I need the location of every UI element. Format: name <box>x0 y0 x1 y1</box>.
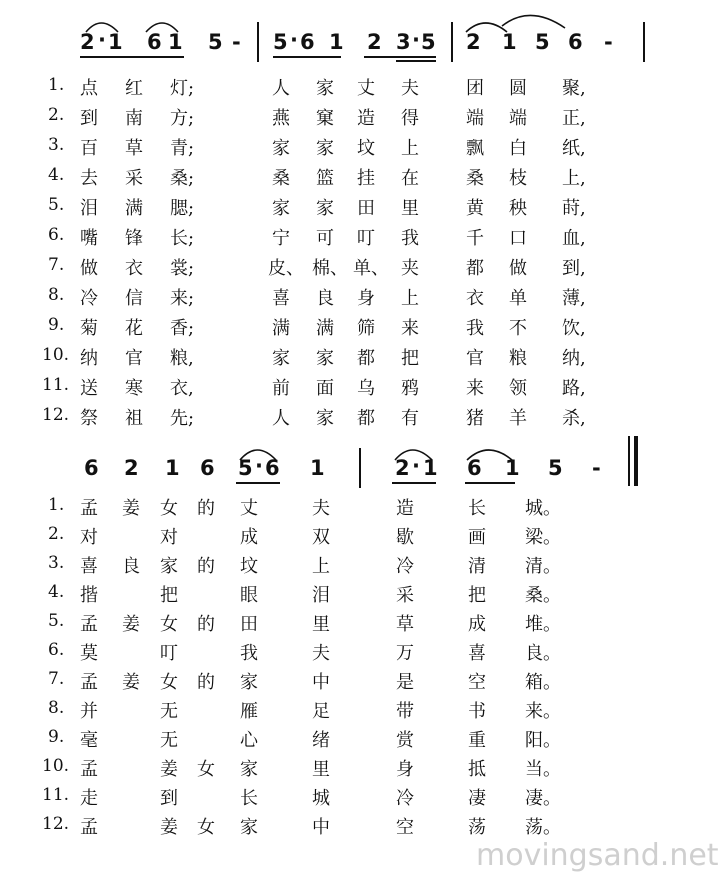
lyric-char: 夫 <box>401 78 419 99</box>
lyric-char: 家 <box>316 348 334 369</box>
lyric-char: 荡。 <box>525 817 561 838</box>
lyric-char: 当。 <box>525 759 561 780</box>
dot-mark: · <box>290 28 298 52</box>
note: 2 <box>395 456 410 480</box>
lyric-char: 家 <box>316 408 334 429</box>
lyric-char: 冷 <box>80 288 98 309</box>
verse-number: 11. <box>42 785 70 805</box>
lyric-char: 草 <box>125 138 143 159</box>
verse-number: 6. <box>48 225 65 245</box>
lyric-char: 去 <box>80 168 98 189</box>
lyric-char: 田 <box>240 614 258 635</box>
note: 6 <box>147 30 162 54</box>
verse-number: 2. <box>48 105 65 125</box>
lyric-char: 泪 <box>80 198 98 219</box>
lyric-char: 送 <box>80 378 98 399</box>
note: 2 <box>124 456 139 480</box>
dot-mark: · <box>412 454 420 478</box>
lyric-char: 我 <box>240 643 258 664</box>
lyric-char: 对 <box>80 527 98 548</box>
lyric-char: 都 <box>466 258 484 279</box>
lyric-char: 我 <box>466 318 484 339</box>
lyric-char: 女 <box>197 817 215 838</box>
lyric-char: 抵 <box>468 759 486 780</box>
lyric-char: 夫 <box>312 498 330 519</box>
lyric-char: 做 <box>509 258 527 279</box>
note: 5 <box>421 30 436 54</box>
lyric-char: 堆。 <box>525 614 561 635</box>
lyric-char: 裳; <box>170 258 195 279</box>
final-barline-thick <box>634 436 638 486</box>
lyric-char: 来 <box>401 318 419 339</box>
lyric-char: 祭 <box>80 408 98 429</box>
lyric-char: 女 <box>197 759 215 780</box>
verse-number: 4. <box>48 582 65 602</box>
verse-number: 11. <box>42 375 70 395</box>
lyric-char: 白 <box>509 138 527 159</box>
lyric-char: 纳, <box>562 348 586 369</box>
lyric-char: 采 <box>125 168 143 189</box>
note: 1 <box>108 30 123 54</box>
lyric-char: 上 <box>401 138 419 159</box>
lyric-char: 长 <box>468 498 486 519</box>
lyric-char: 长; <box>170 228 195 249</box>
lyric-char: 箱。 <box>525 672 561 693</box>
beam-underline <box>465 482 515 484</box>
lyric-char: 羊 <box>509 408 527 429</box>
lyric-char: 空 <box>468 672 486 693</box>
lyric-char: 坟 <box>357 138 375 159</box>
lyric-char: 田 <box>357 198 375 219</box>
lyric-char: 灯; <box>170 78 195 99</box>
lyric-char: 空 <box>396 817 414 838</box>
lyric-char: 的 <box>197 672 215 693</box>
lyric-char: 的 <box>197 614 215 635</box>
note: 2 <box>466 30 481 54</box>
lyric-char: 青; <box>170 138 195 159</box>
lyric-char: 成 <box>468 614 486 635</box>
lyric-char: 先; <box>170 408 195 429</box>
lyric-char: 宁 <box>272 228 290 249</box>
note: 5 <box>208 30 223 54</box>
lyric-char: 来 <box>466 378 484 399</box>
lyric-char: 揩 <box>80 585 98 606</box>
lyric-char: 荡 <box>468 817 486 838</box>
lyric-char: 女 <box>160 498 178 519</box>
lyric-char: 秧 <box>509 198 527 219</box>
lyric-char: 到, <box>562 258 586 279</box>
lyric-char: 桑 <box>272 168 290 189</box>
lyric-char: 书 <box>468 701 486 722</box>
lyric-char: 花 <box>125 318 143 339</box>
lyric-char: 姜 <box>122 498 140 519</box>
lyric-char: 祖 <box>125 408 143 429</box>
lyric-char: 南 <box>125 108 143 129</box>
lyric-char: 孟 <box>80 672 98 693</box>
lyric-char: 筛 <box>357 318 375 339</box>
lyric-char: 血, <box>562 228 586 249</box>
lyric-char: 做 <box>80 258 98 279</box>
lyric-char: 杀, <box>562 408 586 429</box>
verse-number: 10. <box>42 345 70 365</box>
lyric-char: 信 <box>125 288 143 309</box>
lyric-char: 造 <box>396 498 414 519</box>
lyric-char: 千 <box>466 228 484 249</box>
lyric-char: 孟 <box>80 498 98 519</box>
lyric-char: 百 <box>80 138 98 159</box>
lyric-char: 鸦 <box>401 378 419 399</box>
lyric-char: 家 <box>240 817 258 838</box>
lyric-char: 来; <box>170 288 195 309</box>
lyric-char: 对 <box>160 527 178 548</box>
lyric-char: 喜 <box>80 556 98 577</box>
verse-number: 9. <box>48 727 65 747</box>
lyric-char: 女 <box>160 672 178 693</box>
lyric-char: 绪 <box>312 730 330 751</box>
lyric-char: 夫 <box>312 643 330 664</box>
lyric-char: 姜 <box>160 759 178 780</box>
lyric-char: 无 <box>160 730 178 751</box>
lyric-char: 雁 <box>240 701 258 722</box>
note: 5 <box>535 30 550 54</box>
lyric-char: 心 <box>240 730 258 751</box>
lyric-char: 口 <box>509 228 527 249</box>
note: 1 <box>168 30 183 54</box>
note: 6 <box>300 30 315 54</box>
lyric-char: 姜 <box>122 614 140 635</box>
lyric-char: 枝 <box>509 168 527 189</box>
lyric-char: 官 <box>125 348 143 369</box>
lyric-char: 家 <box>272 138 290 159</box>
lyric-char: 走 <box>80 788 98 809</box>
lyric-char: 不 <box>509 318 527 339</box>
lyric-char: 双 <box>312 527 330 548</box>
lyric-char: 家 <box>316 138 334 159</box>
note: 6 <box>84 456 99 480</box>
lyric-char: 聚, <box>562 78 586 99</box>
note: 1 <box>310 456 325 480</box>
lyric-char: 里 <box>401 198 419 219</box>
lyric-char: 阳。 <box>525 730 561 751</box>
lyric-char: 衣, <box>170 378 194 399</box>
lyric-char: 长 <box>240 788 258 809</box>
beam-underline <box>236 482 280 484</box>
lyric-char: 姜 <box>160 817 178 838</box>
lyric-char: 的 <box>197 498 215 519</box>
lyric-char: 梁。 <box>525 527 561 548</box>
lyric-char: 面 <box>316 378 334 399</box>
lyric-char: 万 <box>396 643 414 664</box>
lyric-char: 挂 <box>357 168 375 189</box>
note: 6 <box>265 456 280 480</box>
lyric-char: 领 <box>509 378 527 399</box>
verse-number: 8. <box>48 285 65 305</box>
lyric-char: 人 <box>272 408 290 429</box>
lyric-char: 泪 <box>312 585 330 606</box>
dot-mark: · <box>255 454 263 478</box>
lyric-char: 薄, <box>562 288 586 309</box>
lyric-char: 上 <box>401 288 419 309</box>
lyric-char: 燕 <box>272 108 290 129</box>
lyric-char: 圆 <box>509 78 527 99</box>
lyric-char: 嘴 <box>80 228 98 249</box>
verse-number: 5. <box>48 611 65 631</box>
lyric-char: 满 <box>316 318 334 339</box>
lyric-char: 单、 <box>353 258 389 279</box>
verse-number: 8. <box>48 698 65 718</box>
lyric-char: 猪 <box>466 408 484 429</box>
verse-number: 6. <box>48 640 65 660</box>
lyric-char: 皮、 <box>268 258 304 279</box>
verse-number: 7. <box>48 255 65 275</box>
lyric-char: 上 <box>312 556 330 577</box>
verse-number: 10. <box>42 756 70 776</box>
note: 5 <box>548 456 563 480</box>
lyric-char: 到 <box>160 788 178 809</box>
lyric-char: 毫 <box>80 730 98 751</box>
lyric-char: 乌 <box>357 378 375 399</box>
lyric-char: 并 <box>80 701 98 722</box>
lyric-char: 正, <box>562 108 586 129</box>
lyric-char: 团 <box>466 78 484 99</box>
lyric-char: 凄 <box>468 788 486 809</box>
lyric-char: 采 <box>396 585 414 606</box>
lyric-char: 到 <box>80 108 98 129</box>
lyric-char: 是 <box>396 672 414 693</box>
lyric-char: 夹 <box>401 258 419 279</box>
note: 1 <box>329 30 344 54</box>
verse-number: 12. <box>42 405 70 425</box>
lyric-char: 中 <box>312 817 330 838</box>
lyric-char: 清。 <box>525 556 561 577</box>
lyric-char: 家 <box>272 198 290 219</box>
verse-number: 7. <box>48 669 65 689</box>
lyric-char: 饮, <box>562 318 586 339</box>
lyric-char: 家 <box>316 78 334 99</box>
lyric-char: 孟 <box>80 614 98 635</box>
lyric-char: 凄。 <box>525 788 561 809</box>
lyric-char: 方; <box>170 108 195 129</box>
lyric-char: 身 <box>396 759 414 780</box>
lyric-char: 良。 <box>525 643 561 664</box>
lyric-char: 路, <box>562 378 586 399</box>
lyric-char: 身 <box>357 288 375 309</box>
lyric-char: 眼 <box>240 585 258 606</box>
lyric-char: 篮 <box>316 168 334 189</box>
verse-number: 3. <box>48 135 65 155</box>
lyric-char: 丈 <box>240 498 258 519</box>
lyric-char: 良 <box>122 556 140 577</box>
barline <box>359 448 361 488</box>
note: 6 <box>467 456 482 480</box>
lyric-char: 把 <box>401 348 419 369</box>
lyric-char: 家 <box>272 348 290 369</box>
verse-number: 9. <box>48 315 65 335</box>
note: 3 <box>396 30 411 54</box>
final-barline-thin <box>628 436 630 486</box>
lyric-char: 画 <box>468 527 486 548</box>
lyric-char: 官 <box>466 348 484 369</box>
lyric-char: 都 <box>357 348 375 369</box>
lyric-char: 喜 <box>272 288 290 309</box>
lyric-char: 中 <box>312 672 330 693</box>
verse-number: 12. <box>42 814 70 834</box>
lyric-char: 良 <box>316 288 334 309</box>
lyric-char: 寒 <box>125 378 143 399</box>
lyric-char: 莳, <box>562 198 586 219</box>
lyric-char: 莫 <box>80 643 98 664</box>
lyric-char: 可 <box>316 228 334 249</box>
lyric-char: 衣 <box>125 258 143 279</box>
lyric-char: 无 <box>160 701 178 722</box>
lyric-char: 飘 <box>466 138 484 159</box>
lyric-char: 红 <box>125 78 143 99</box>
lyric-char: 端 <box>466 108 484 129</box>
note: 5 <box>238 456 253 480</box>
verse-number: 5. <box>48 195 65 215</box>
watermark: movingsand.net <box>476 838 719 873</box>
lyric-char: 冷 <box>396 556 414 577</box>
hold-dash: - <box>592 456 601 480</box>
verse-number: 1. <box>48 495 65 515</box>
lyric-char: 把 <box>160 585 178 606</box>
lyric-char: 前 <box>272 378 290 399</box>
note: 6 <box>568 30 583 54</box>
note: 6 <box>200 456 215 480</box>
lyric-char: 端 <box>509 108 527 129</box>
lyric-char: 赏 <box>396 730 414 751</box>
verse-number: 4. <box>48 165 65 185</box>
lyric-char: 女 <box>160 614 178 635</box>
lyric-char: 歇 <box>396 527 414 548</box>
lyric-char: 叮 <box>357 228 375 249</box>
lyric-char: 重 <box>468 730 486 751</box>
lyric-char: 坟 <box>240 556 258 577</box>
lyric-char: 点 <box>80 78 98 99</box>
lyric-char: 里 <box>312 614 330 635</box>
lyric-char: 桑 <box>466 168 484 189</box>
lyric-char: 得 <box>401 108 419 129</box>
lyric-char: 叮 <box>160 643 178 664</box>
note: 1 <box>505 456 520 480</box>
lyric-char: 来。 <box>525 701 561 722</box>
lyric-char: 上, <box>562 168 586 189</box>
lyric-char: 里 <box>312 759 330 780</box>
lyric-char: 成 <box>240 527 258 548</box>
lyric-char: 有 <box>401 408 419 429</box>
note: 2 <box>80 30 95 54</box>
verse-number: 3. <box>48 553 65 573</box>
lyric-char: 都 <box>357 408 375 429</box>
lyric-char: 造 <box>357 108 375 129</box>
lyric-char: 足 <box>312 701 330 722</box>
hold-dash: - <box>604 30 613 54</box>
lyric-char: 香; <box>170 318 195 339</box>
lyric-char: 清 <box>468 556 486 577</box>
lyric-char: 粮, <box>170 348 194 369</box>
lyric-char: 衣 <box>466 288 484 309</box>
lyric-char: 城。 <box>525 498 561 519</box>
lyric-char: 窠 <box>316 108 334 129</box>
lyric-char: 满 <box>272 318 290 339</box>
note: 1 <box>423 456 438 480</box>
lyric-char: 黄 <box>466 198 484 219</box>
lyric-char: 桑; <box>170 168 195 189</box>
dot-mark: · <box>412 28 420 52</box>
lyric-char: 纸, <box>562 138 586 159</box>
lyric-char: 腮; <box>170 198 195 219</box>
verse-number: 2. <box>48 524 65 544</box>
lyric-char: 纳 <box>80 348 98 369</box>
lyric-char: 我 <box>401 228 419 249</box>
lyric-char: 单 <box>509 288 527 309</box>
lyric-char: 锋 <box>125 228 143 249</box>
lyric-char: 城 <box>312 788 330 809</box>
lyric-char: 喜 <box>468 643 486 664</box>
lyric-char: 孟 <box>80 817 98 838</box>
lyric-char: 满 <box>125 198 143 219</box>
lyric-char: 草 <box>396 614 414 635</box>
lyric-char: 姜 <box>122 672 140 693</box>
lyric-char: 菊 <box>80 318 98 339</box>
lyric-char: 把 <box>468 585 486 606</box>
lyric-char: 家 <box>316 198 334 219</box>
lyric-char: 丈 <box>357 78 375 99</box>
verse-number: 1. <box>48 75 65 95</box>
note: 5 <box>273 30 288 54</box>
lyric-char: 家 <box>240 672 258 693</box>
lyric-char: 在 <box>401 168 419 189</box>
lyric-char: 人 <box>272 78 290 99</box>
note: 1 <box>165 456 180 480</box>
note: 1 <box>502 30 517 54</box>
lyric-char: 桑。 <box>525 585 561 606</box>
lyric-char: 带 <box>396 701 414 722</box>
lyric-char: 家 <box>160 556 178 577</box>
lyric-char: 家 <box>240 759 258 780</box>
lyric-char: 的 <box>197 556 215 577</box>
lyric-char: 粮 <box>509 348 527 369</box>
lyric-char: 棉、 <box>312 258 348 279</box>
dot-mark: · <box>98 28 106 52</box>
note: 2 <box>367 30 382 54</box>
beam-underline <box>392 482 436 484</box>
lyric-char: 孟 <box>80 759 98 780</box>
hold-dash: - <box>232 30 241 54</box>
lyric-char: 冷 <box>396 788 414 809</box>
